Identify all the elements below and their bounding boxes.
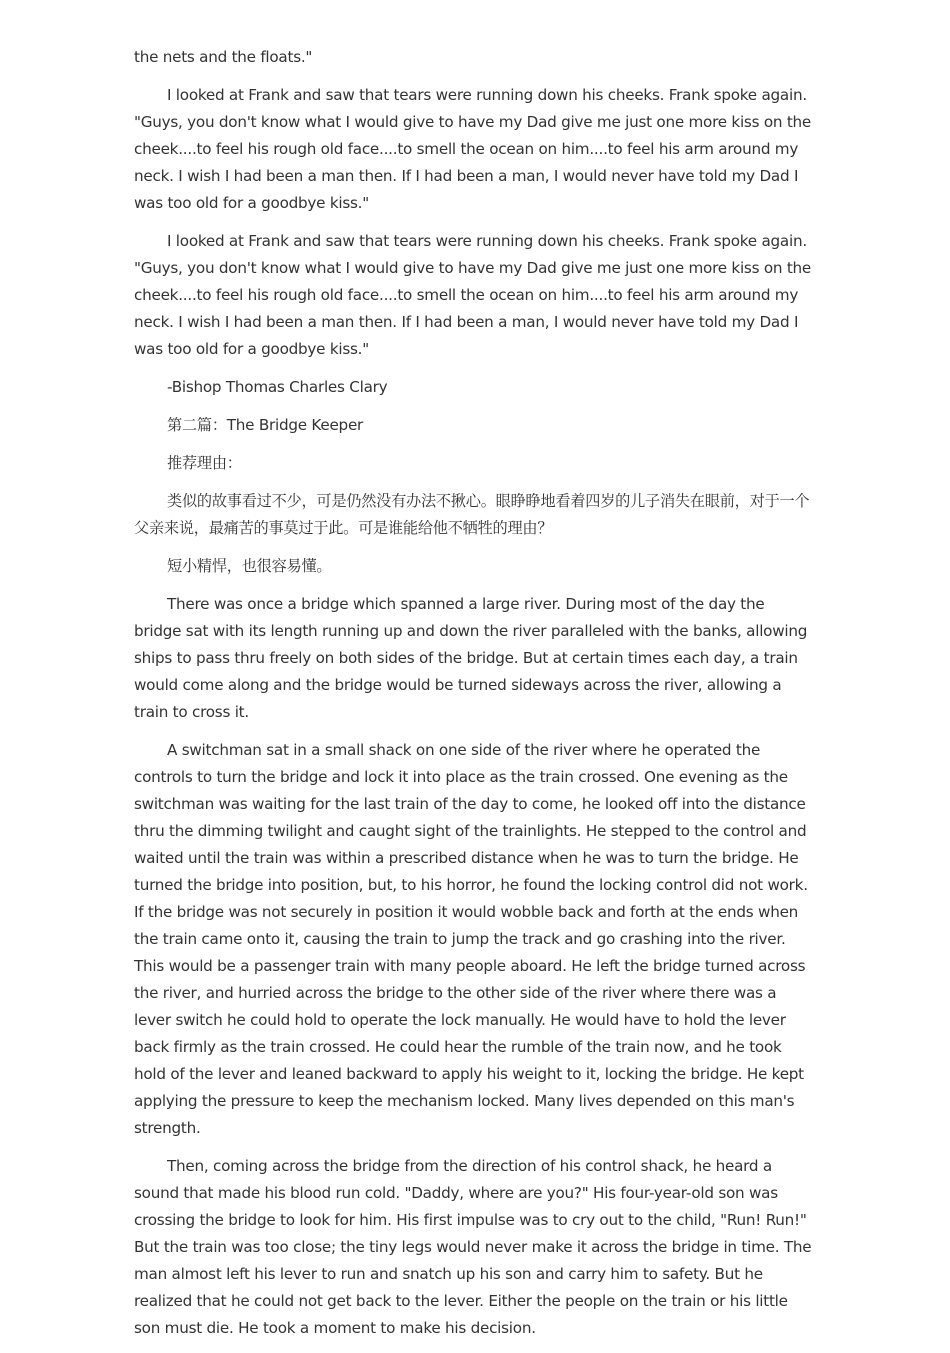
document-page [134,44,816,1353]
recommendation-heading: 推荐理由： [167,454,242,472]
section-title: 第二篇：The Bridge Keeper [167,416,364,434]
paragraph-frank-speech-repeat: I looked at Frank and saw that tears were running down his cheeks. Frank spoke again. "Guys, you don't know what I would give to have my Dad give me just one more kiss on the cheek....to feel his rough old face....to smell the ocean on him....to feel his arm around my neck. I wish I had been a man then. If I had been a man, I would never have told my Dad I was too old for a goodbye kiss." [134,232,812,358]
author-attribution: -Bishop Thomas Charles Clary [167,378,388,396]
paragraph-frank-speech: I looked at Frank and saw that tears were running down his cheeks. Frank spoke again. "Guys, you don't know what I would give to have my Dad give me just one more kiss on the cheek....to feel his rough old face....to smell the ocean on him....to feel his arm around my neck. I wish I had been a man then. If I had been a man, I would never have told my Dad I was too old for a goodbye kiss." [134,86,812,212]
paragraph-switchman: A switchman sat in a small shack on one side of the river where he operated the controls to turn the bridge and lock it into place as the train crossed. One evening as the switchman was waiting for the last train of the day to come, he looked off into the distance thru the dimming twilight and caught sight of the trainlights. He stepped to the control and waited until the train was within a prescribed distance when he was to turn the bridge. He turned the bridge into position, but, to his horror, he found the locking control did not work. If the bridge was not securely in position it would wobble back and forth at the ends when the train came onto it, causing the train to jump the track and go crashing into the river. This would be a passenger train with many people aboard. He left the bridge turned across the river, and hurried across the bridge to the other side of the river where there was a lever switch he could hold to operate the lock manually. He would have to hold the lever back firmly as the train crossed. He could hear the rumble of the train now, and he took hold of the lever and leaned backward to apply his weight to it, locking the bridge. He kept applying the pressure to keep the mechanism locked. Many lives depended on this man's strength. [134,741,808,1137]
recommendation-reason: 类似的故事看过不少，可是仍然没有办法不揪心。眼睁睁地看着四岁的儿子消失在眼前，对于一个父亲来说，最痛苦的事莫过于此。可是谁能给他不牺牲的理由？ [134,492,810,537]
paragraph-continuation: the nets and the floats." [134,48,313,66]
recommendation-note: 短小精悍，也很容易懂。 [167,557,332,575]
paragraph-bridge-intro: There was once a bridge which spanned a large river. During most of the day the bridge sat with its length running up and down the river paralleled with the banks, allowing ships to pass thru freely on both sides of the bridge. But at certain times each day, a train would come along and the bridge would be turned sideways across the river, allowing a train to cross it. [134,595,808,721]
paragraph-son: Then, coming across the bridge from the direction of his control shack, he heard a sound that made his blood run cold. "Daddy, where are you?" His four-year-old son was crossing the bridge to look for him. His first impulse was to cry out to the child, "Run! Run!" But the train was too close; the tiny legs would never make it across the bridge in time. The man almost left his lever to run and snatch up his son and carry him to safety. But he realized that he could not get back to the lever. Either the people on the train or his little son must die. He took a moment to make his decision. [134,1157,812,1337]
